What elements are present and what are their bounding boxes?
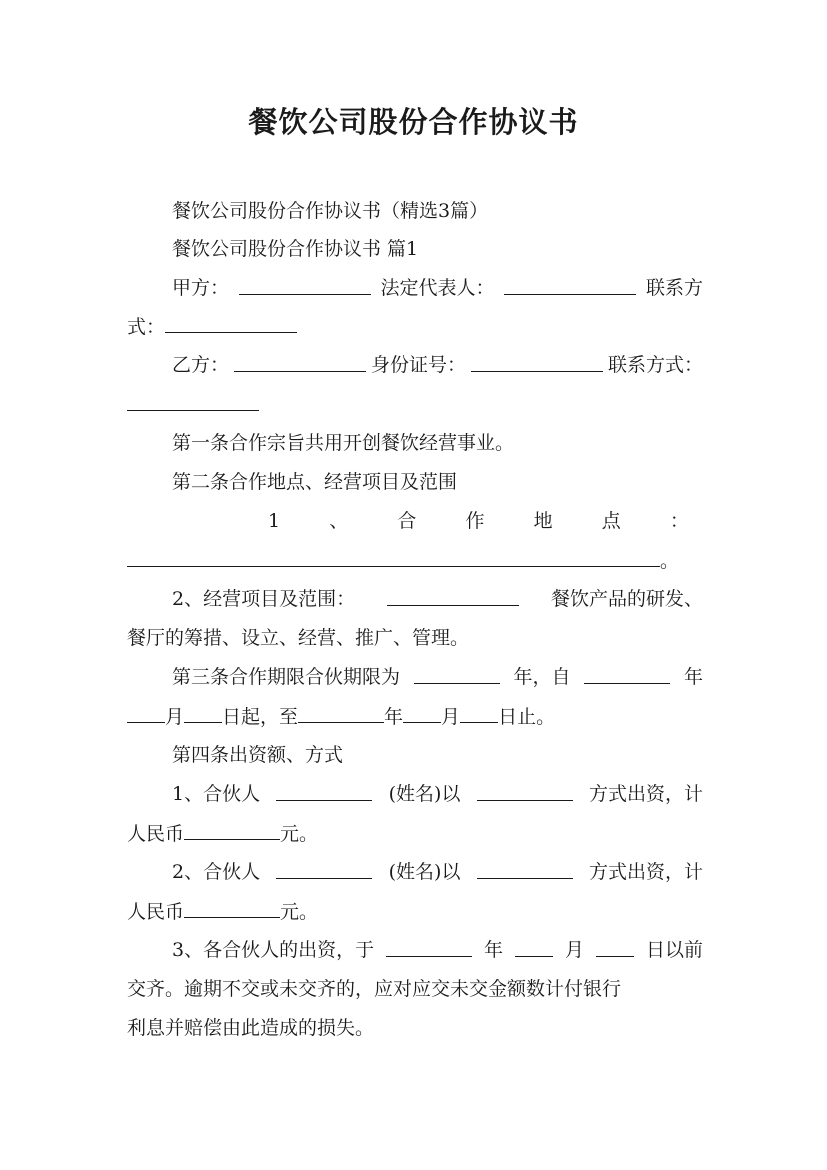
blank: [234, 350, 366, 372]
article-2-item-1-cont: [127, 545, 703, 575]
party-a-label: 甲方：: [172, 277, 230, 299]
blank: [460, 701, 498, 723]
blank: [184, 896, 280, 918]
text: (姓名)以: [388, 783, 461, 805]
char: ：: [669, 510, 689, 532]
heading-line: 餐饮公司股份合作协议书 篇1: [172, 238, 419, 260]
article-1: 第一条合作宗旨共用开创餐饮经营事业。: [172, 432, 515, 454]
blank: [596, 935, 634, 957]
text: 餐饮产品的研发、: [550, 588, 703, 610]
text: 年，自: [513, 666, 571, 688]
char: 、: [329, 510, 349, 532]
blank: [414, 662, 500, 684]
text: 人民币: [127, 901, 185, 923]
period: 。: [660, 550, 680, 572]
blank: [127, 701, 165, 723]
text: 方式出资，计: [588, 783, 703, 805]
text: (姓名)以: [388, 861, 461, 883]
char: 1: [268, 510, 281, 532]
article-2-item-2-cont: 餐厅的筹措、设立、经营、推广、管理。: [127, 627, 470, 649]
blank: [504, 273, 636, 295]
text: 第三条合作期限合伙期限为: [172, 666, 401, 688]
legal-rep-label: 法定代表人：: [380, 277, 495, 299]
blank: [471, 350, 603, 372]
text: 2、合伙人: [172, 861, 261, 883]
blank: [127, 545, 660, 567]
blank: [386, 935, 472, 957]
label: 2、经营项目及范围：: [172, 588, 356, 610]
text: 日起，至: [222, 706, 299, 728]
party-a-line-2: [127, 311, 703, 341]
blank: [239, 273, 371, 295]
blank: [387, 584, 519, 606]
text: 月: [564, 939, 584, 961]
char: 地: [533, 510, 553, 532]
blank: [127, 389, 259, 411]
party-b-line-2: [127, 389, 703, 419]
text: 年: [683, 666, 703, 688]
article-4-item-1: [172, 779, 703, 809]
party-b-label: 乙方：: [172, 354, 230, 376]
article-2-item-2: [172, 584, 703, 614]
blank: [165, 311, 297, 333]
party-b-line: [172, 350, 703, 380]
text: 1、合伙人: [172, 783, 261, 805]
blank: [477, 857, 573, 879]
char: 点: [601, 510, 621, 532]
article-4-item-2: [172, 857, 703, 887]
blank: [184, 701, 222, 723]
text: 月: [441, 706, 461, 728]
blank: [477, 779, 573, 801]
text: 日止。: [498, 706, 556, 728]
article-4-item-3: [172, 935, 703, 965]
text: 3、各合伙人的出资，于: [172, 939, 375, 961]
article-4-item-3-cont: 交齐。逾期不交或未交齐的，应对应交未交金额数计付银行: [127, 978, 622, 1000]
text: 月: [165, 706, 185, 728]
text: 人民币: [127, 823, 185, 845]
contact-label: 联系方: [645, 277, 703, 299]
blank: [584, 662, 670, 684]
article-2-item-1: [268, 506, 689, 536]
article-3-cont: [127, 701, 703, 731]
article-4-item-1-cont: [127, 818, 703, 848]
party-a-line: [172, 273, 703, 303]
text: 年: [384, 706, 404, 728]
article-4: 第四条出资额、方式: [172, 744, 344, 766]
char: 合: [397, 510, 417, 532]
subtitle-line: 餐饮公司股份合作协议书（精选3篇）: [172, 200, 489, 222]
text: 元。: [280, 901, 319, 923]
blank: [184, 818, 280, 840]
contact-label-cont: 式：: [127, 316, 166, 338]
blank: [515, 935, 553, 957]
article-2: 第二条合作地点、经营项目及范围: [172, 471, 458, 493]
char: 作: [465, 510, 485, 532]
text: 元。: [280, 823, 319, 845]
blank: [276, 857, 372, 879]
text: 日以前: [645, 939, 703, 961]
id-number-label: 身份证号：: [370, 354, 466, 376]
text: 年: [484, 939, 504, 961]
article-4-item-2-cont: [127, 896, 703, 926]
blank: [298, 701, 384, 723]
text: 方式出资，计: [588, 861, 703, 883]
article-4-item-3-cont-2: 利息并赔偿由此造成的损失。: [127, 1017, 375, 1039]
contact-label: 联系方式：: [607, 354, 703, 376]
blank: [276, 779, 372, 801]
document-title: 餐饮公司股份合作协议书: [248, 105, 579, 139]
article-3: [172, 662, 703, 692]
blank: [403, 701, 441, 723]
